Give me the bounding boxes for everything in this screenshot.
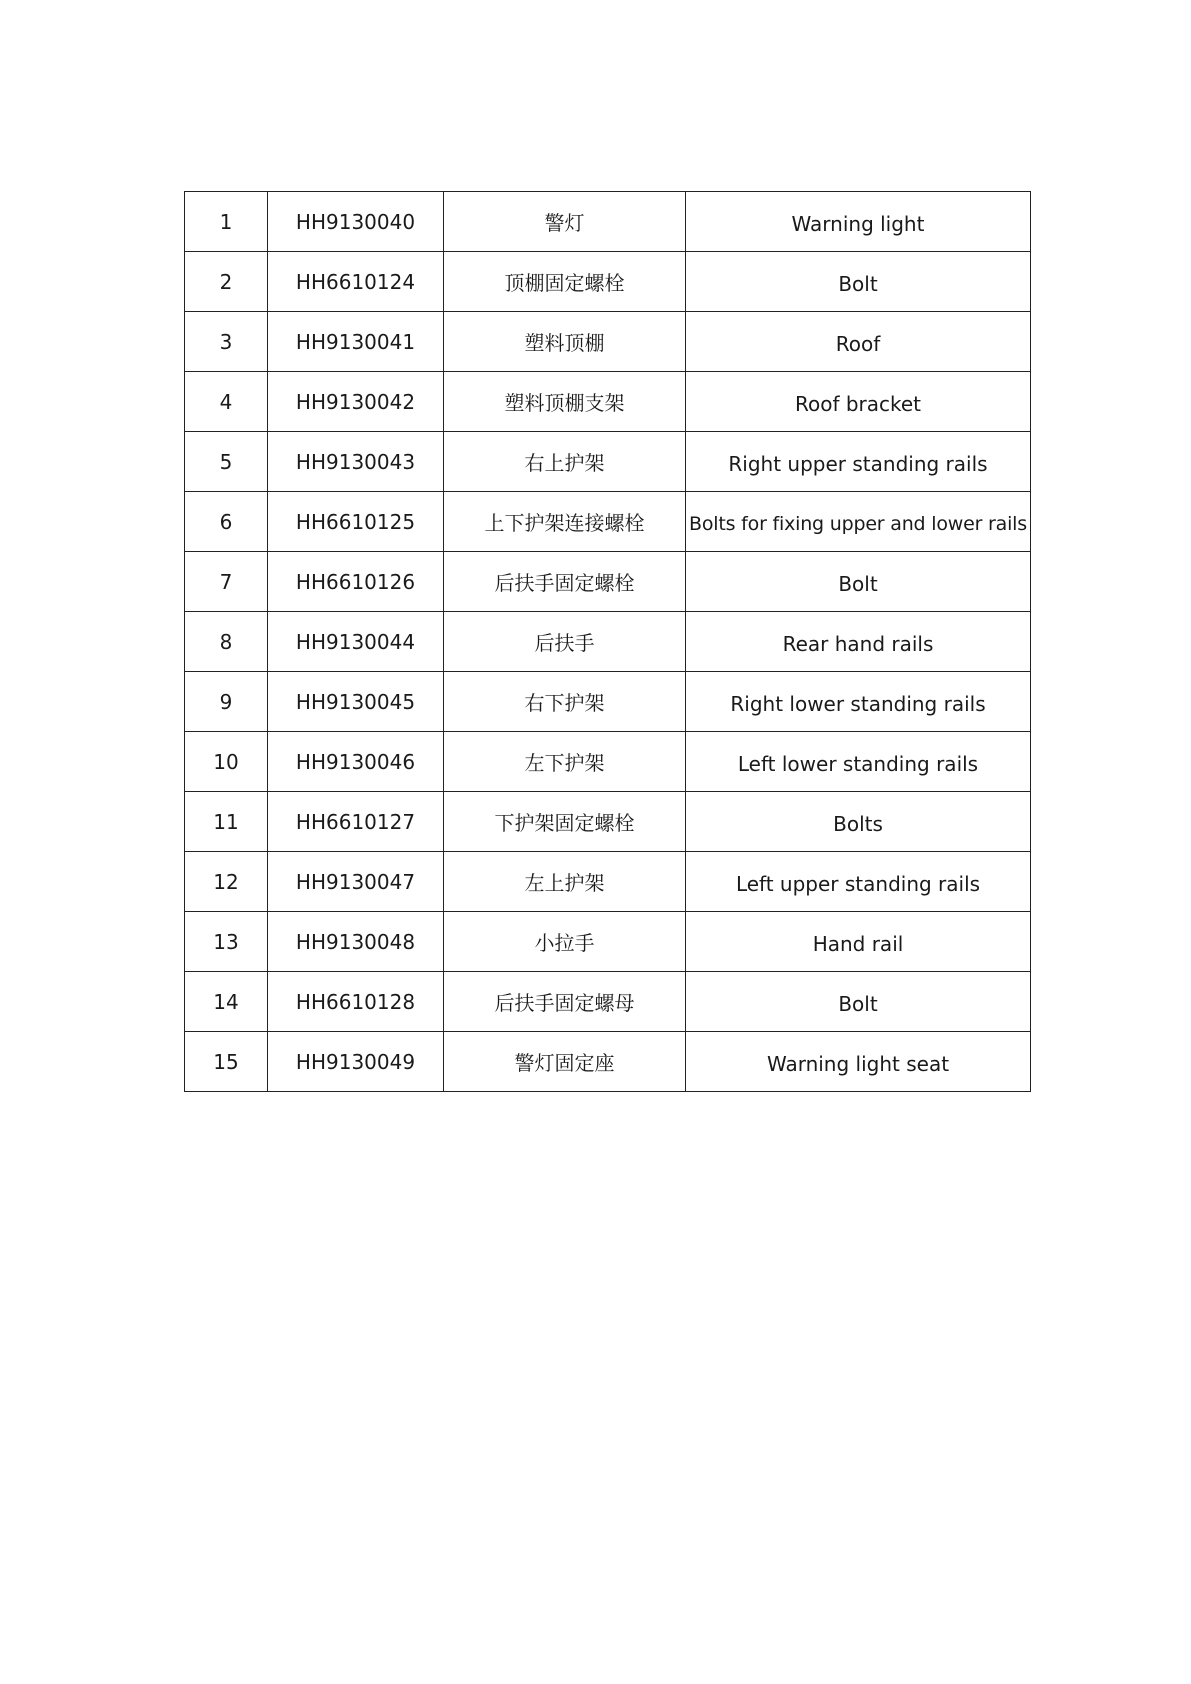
item-number: 6 <box>185 492 268 552</box>
part-code: HH9130041 <box>268 312 444 372</box>
part-name-cn: 左上护架 <box>444 852 686 912</box>
table-row <box>185 252 1031 312</box>
part-name-en: Hand rail <box>686 912 1031 972</box>
table-row <box>185 1032 1031 1092</box>
part-name-en: Roof bracket <box>686 372 1031 432</box>
item-number: 8 <box>185 612 268 672</box>
table-row <box>185 612 1031 672</box>
table-row <box>185 912 1031 972</box>
part-name-en: Bolt <box>686 252 1031 312</box>
part-name-cn: 后扶手固定螺母 <box>444 972 686 1032</box>
part-name-cn: 警灯 <box>444 192 686 252</box>
item-number: 2 <box>185 252 268 312</box>
part-name-en: Right lower standing rails <box>686 672 1031 732</box>
part-code: HH6610125 <box>268 492 444 552</box>
part-code: HH9130042 <box>268 372 444 432</box>
part-name-en: Left lower standing rails <box>686 732 1031 792</box>
item-number: 11 <box>185 792 268 852</box>
table-row <box>185 792 1031 852</box>
part-name-en: Bolts <box>686 792 1031 852</box>
item-number: 3 <box>185 312 268 372</box>
part-name-en: Roof <box>686 312 1031 372</box>
part-code: HH9130040 <box>268 192 444 252</box>
part-name-en: Bolt <box>686 552 1031 612</box>
table-row <box>185 432 1031 492</box>
item-number: 15 <box>185 1032 268 1092</box>
part-name-cn: 塑料顶棚支架 <box>444 372 686 432</box>
part-name-en: Bolt <box>686 972 1031 1032</box>
table-row <box>185 192 1031 252</box>
part-name-en: Left upper standing rails <box>686 852 1031 912</box>
table-row <box>185 312 1031 372</box>
part-name-cn: 左下护架 <box>444 732 686 792</box>
part-code: HH9130046 <box>268 732 444 792</box>
part-code: HH6610127 <box>268 792 444 852</box>
part-name-en: Warning light <box>686 192 1031 252</box>
item-number: 5 <box>185 432 268 492</box>
item-number: 13 <box>185 912 268 972</box>
table-row <box>185 852 1031 912</box>
table-row <box>185 372 1031 432</box>
part-code: HH9130043 <box>268 432 444 492</box>
part-name-cn: 右下护架 <box>444 672 686 732</box>
table-row <box>185 552 1031 612</box>
item-number: 1 <box>185 192 268 252</box>
part-name-en: Right upper standing rails <box>686 432 1031 492</box>
table-row <box>185 732 1031 792</box>
part-name-cn: 下护架固定螺栓 <box>444 792 686 852</box>
part-code: HH6610126 <box>268 552 444 612</box>
part-name-cn: 塑料顶棚 <box>444 312 686 372</box>
item-number: 10 <box>185 732 268 792</box>
part-name-cn: 后扶手固定螺栓 <box>444 552 686 612</box>
part-name-cn: 后扶手 <box>444 612 686 672</box>
part-name-cn: 上下护架连接螺栓 <box>444 492 686 552</box>
part-name-en: Rear hand rails <box>686 612 1031 672</box>
item-number: 9 <box>185 672 268 732</box>
part-code: HH9130045 <box>268 672 444 732</box>
part-code: HH9130048 <box>268 912 444 972</box>
table-row <box>185 972 1031 1032</box>
part-name-cn: 顶棚固定螺栓 <box>444 252 686 312</box>
part-code: HH6610128 <box>268 972 444 1032</box>
item-number: 4 <box>185 372 268 432</box>
part-name-en: Bolts for fixing upper and lower rails <box>686 492 1031 552</box>
parts-table <box>184 191 1031 1092</box>
item-number: 12 <box>185 852 268 912</box>
part-name-cn: 警灯固定座 <box>444 1032 686 1092</box>
part-code: HH9130047 <box>268 852 444 912</box>
table-row <box>185 492 1031 552</box>
part-code: HH9130044 <box>268 612 444 672</box>
part-code: HH6610124 <box>268 252 444 312</box>
part-code: HH9130049 <box>268 1032 444 1092</box>
item-number: 7 <box>185 552 268 612</box>
part-name-cn: 右上护架 <box>444 432 686 492</box>
table-row <box>185 672 1031 732</box>
part-name-en: Warning light seat <box>686 1032 1031 1092</box>
item-number: 14 <box>185 972 268 1032</box>
part-name-cn: 小拉手 <box>444 912 686 972</box>
